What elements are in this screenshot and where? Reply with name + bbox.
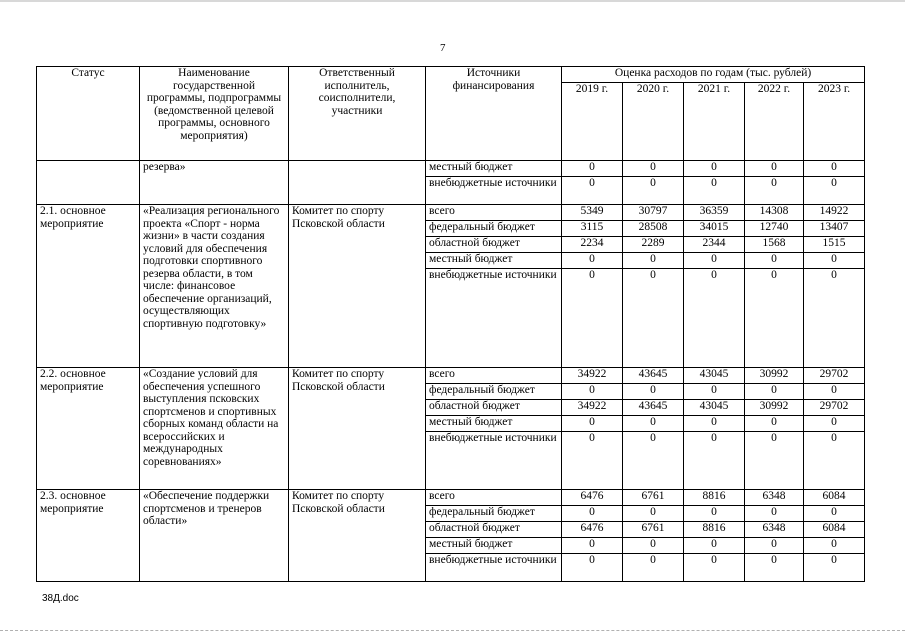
source-cell: внебюджетные источники: [426, 269, 562, 368]
value-cell: 0: [562, 506, 623, 522]
value-cell: 0: [684, 554, 745, 582]
value-cell: 0: [804, 384, 865, 400]
table-body: [37, 161, 865, 582]
value-cell: 0: [684, 269, 745, 368]
value-cell: 0: [745, 506, 804, 522]
value-cell: 34922: [562, 400, 623, 416]
header-responsible: Ответственный исполнитель, соисполнители, участники: [289, 67, 426, 161]
value-cell: 3115: [562, 221, 623, 237]
value-cell: 43645: [623, 400, 684, 416]
header-sources: Источники финансирования: [426, 67, 562, 161]
value-cell: 0: [623, 538, 684, 554]
value-cell: 6348: [745, 490, 804, 506]
source-cell: местный бюджет: [426, 538, 562, 554]
status-cell: 2.3. основное мероприятие: [37, 490, 140, 582]
value-cell: 0: [562, 161, 623, 177]
source-cell: местный бюджет: [426, 253, 562, 269]
source-cell: внебюджетные источники: [426, 432, 562, 490]
header-estimate: Оценка расходов по годам (тыс. рублей): [562, 67, 865, 83]
header-name: Наименование государственной программы, подпрограммы (ведомственной целевой программы, основного мероприятия): [140, 67, 289, 161]
bottom-scan-edge: [0, 630, 905, 631]
value-cell: 0: [804, 554, 865, 582]
source-cell: федеральный бюджет: [426, 384, 562, 400]
value-cell: 0: [562, 538, 623, 554]
source-cell: федеральный бюджет: [426, 221, 562, 237]
value-cell: 0: [562, 269, 623, 368]
name-cell: «Обеспечение поддержки спортсменов и тренеров области»: [140, 490, 289, 582]
value-cell: 0: [745, 269, 804, 368]
budget-table: [36, 66, 865, 582]
responsible-cell: [289, 161, 426, 205]
source-cell: федеральный бюджет: [426, 506, 562, 522]
value-cell: 0: [562, 177, 623, 205]
value-cell: 0: [745, 554, 804, 582]
header-year: 2022 г.: [745, 83, 804, 161]
header-year: 2020 г.: [623, 83, 684, 161]
source-cell: всего: [426, 368, 562, 384]
value-cell: 6476: [562, 490, 623, 506]
responsible-cell: Комитет по спорту Псковской области: [289, 490, 426, 582]
status-cell: 2.2. основное мероприятие: [37, 368, 140, 490]
value-cell: 30992: [745, 400, 804, 416]
value-cell: 0: [562, 432, 623, 490]
table-row: [37, 205, 865, 221]
value-cell: 8816: [684, 490, 745, 506]
value-cell: 6084: [804, 522, 865, 538]
value-cell: 2234: [562, 237, 623, 253]
table-row: [37, 368, 865, 384]
value-cell: 0: [684, 253, 745, 269]
value-cell: 0: [684, 416, 745, 432]
value-cell: 0: [804, 253, 865, 269]
value-cell: 29702: [804, 368, 865, 384]
value-cell: 0: [562, 554, 623, 582]
source-cell: местный бюджет: [426, 416, 562, 432]
table-header: [37, 67, 865, 161]
source-cell: областной бюджет: [426, 522, 562, 538]
value-cell: 0: [804, 161, 865, 177]
source-cell: областной бюджет: [426, 400, 562, 416]
value-cell: 0: [745, 432, 804, 490]
value-cell: 6476: [562, 522, 623, 538]
value-cell: 43645: [623, 368, 684, 384]
header-year: 2021 г.: [684, 83, 745, 161]
value-cell: 5349: [562, 205, 623, 221]
value-cell: 0: [684, 432, 745, 490]
value-cell: 0: [623, 554, 684, 582]
value-cell: 36359: [684, 205, 745, 221]
value-cell: 34922: [562, 368, 623, 384]
value-cell: 0: [745, 538, 804, 554]
top-scan-edge: [0, 0, 905, 2]
file-name: 38Д.doc: [42, 593, 79, 604]
value-cell: 0: [804, 416, 865, 432]
value-cell: 30797: [623, 205, 684, 221]
source-cell: внебюджетные источники: [426, 554, 562, 582]
value-cell: 0: [804, 269, 865, 368]
value-cell: 0: [684, 538, 745, 554]
status-cell: [37, 161, 140, 205]
value-cell: 0: [745, 416, 804, 432]
source-cell: местный бюджет: [426, 161, 562, 177]
status-cell: 2.1. основное мероприятие: [37, 205, 140, 368]
value-cell: 13407: [804, 221, 865, 237]
table-row: [37, 161, 865, 177]
value-cell: 0: [562, 384, 623, 400]
value-cell: 0: [684, 384, 745, 400]
value-cell: 0: [623, 177, 684, 205]
source-cell: всего: [426, 205, 562, 221]
value-cell: 2344: [684, 237, 745, 253]
value-cell: 0: [745, 384, 804, 400]
value-cell: 0: [745, 177, 804, 205]
source-cell: внебюджетные источники: [426, 177, 562, 205]
value-cell: 0: [804, 506, 865, 522]
value-cell: 6084: [804, 490, 865, 506]
value-cell: 43045: [684, 400, 745, 416]
value-cell: 0: [804, 177, 865, 205]
value-cell: 6348: [745, 522, 804, 538]
source-cell: областной бюджет: [426, 237, 562, 253]
responsible-cell: Комитет по спорту Псковской области: [289, 368, 426, 490]
value-cell: 28508: [623, 221, 684, 237]
value-cell: 0: [623, 506, 684, 522]
header-year: 2023 г.: [804, 83, 865, 161]
header-status: Статус: [37, 67, 140, 161]
value-cell: 0: [745, 161, 804, 177]
value-cell: 0: [562, 416, 623, 432]
table-row: [37, 490, 865, 506]
name-cell: резерва»: [140, 161, 289, 205]
value-cell: 43045: [684, 368, 745, 384]
value-cell: 0: [623, 269, 684, 368]
value-cell: 0: [804, 538, 865, 554]
name-cell: «Создание условий для обеспечения успешного выступления псковских спортсменов и спортивных сборных команд области на всероссийских и международных соревнованиях»: [140, 368, 289, 490]
value-cell: 1568: [745, 237, 804, 253]
value-cell: 0: [623, 416, 684, 432]
value-cell: 0: [684, 506, 745, 522]
value-cell: 0: [623, 384, 684, 400]
value-cell: 0: [804, 432, 865, 490]
value-cell: 34015: [684, 221, 745, 237]
value-cell: 0: [684, 177, 745, 205]
value-cell: 30992: [745, 368, 804, 384]
value-cell: 14922: [804, 205, 865, 221]
value-cell: 0: [623, 161, 684, 177]
name-cell: «Реализация регионального проекта «Спорт - норма жизни» в части создания условий для обеспечения подготовки спортивного резерва области, в том числе: финансовое обеспечение организаций, осуществляющих спортивную подготовку»: [140, 205, 289, 368]
value-cell: 8816: [684, 522, 745, 538]
value-cell: 0: [623, 253, 684, 269]
source-cell: всего: [426, 490, 562, 506]
value-cell: 0: [562, 253, 623, 269]
value-cell: 0: [684, 161, 745, 177]
header-year: 2019 г.: [562, 83, 623, 161]
value-cell: 14308: [745, 205, 804, 221]
value-cell: 0: [745, 253, 804, 269]
value-cell: 2289: [623, 237, 684, 253]
value-cell: 29702: [804, 400, 865, 416]
responsible-cell: Комитет по спорту Псковской области: [289, 205, 426, 368]
value-cell: 6761: [623, 490, 684, 506]
value-cell: 0: [623, 432, 684, 490]
value-cell: 6761: [623, 522, 684, 538]
value-cell: 1515: [804, 237, 865, 253]
value-cell: 12740: [745, 221, 804, 237]
page-number: 7: [440, 42, 446, 54]
